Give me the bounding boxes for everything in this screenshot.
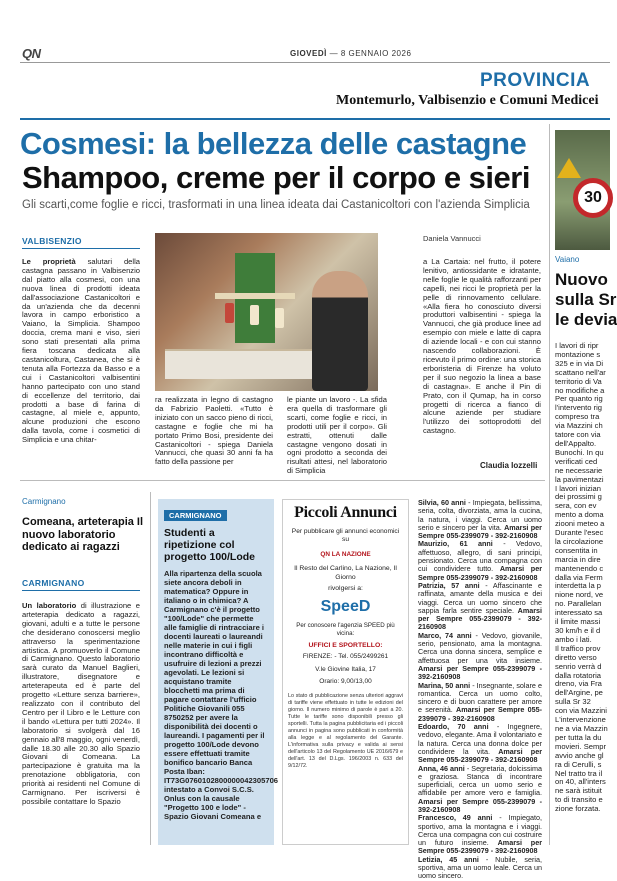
classified-item xyxy=(418,856,542,881)
side-article xyxy=(555,120,617,845)
classified-text: - Ingegnere, vedovo, elegante. Ama il volontariato e la natura. Cerca una donna dolce per condividere la vita. xyxy=(418,722,542,756)
classified-text: - Vedovo, giovanile, serio, pensionato, ama la montagna. Cerca una donna sincera, semplice e affettuosa per una vita insieme. xyxy=(418,630,542,665)
carm1-body: Un laboratorio di illustrazione e arteterapia dedicato a ragazzi, giovani, adulti e a tutte le persone che desiderano conoscersi meglio attraverso la sperimentazione artistica. A promuoverlo il Comune di Carmignano. Questo laboratorio sarà curato da Manuel Baglieri, illustratore, disegnatore e arteterapeuta ed è parte del progetto «Letture senza barriere», realizzato con il contributo del Centro per il Libro e le Letture con il bando «Lettura per tutti 2024». Il laboratorio si svolgerà dal 16 gennaio all'8 maggio, ogni venerdì, dalle 18.30 alle 20.30 allo Spazio Giovani di Comeana. La partecipazione è gratuita ma la prenotazione obbligatoria, con priorità ai residenti nel Comune di Carmignano. Per iscriversi è possibile contattare lo Spazio xyxy=(22,601,140,806)
ad-brand: QN LA NAZIONE xyxy=(320,551,371,558)
side-article-line: Durante l'esec xyxy=(555,528,604,538)
classified-item xyxy=(418,632,542,682)
side-article-line: ra di Cerulli, s xyxy=(555,759,602,769)
kicker-rule xyxy=(22,590,140,591)
classified-phone: Amarsi per Sempre 055-2399079 - 392-2160908 xyxy=(418,838,542,856)
side-article-line: dell'Appalto. xyxy=(555,438,597,448)
ad-address: V.le Giovine Italia, 17 xyxy=(315,665,376,673)
side-article-line: no. Parallelan xyxy=(555,599,602,609)
main-subheadline: Shampoo, creme per il corpo e sieri xyxy=(22,160,530,195)
column-divider xyxy=(549,124,550,845)
side-headline: Nuovo sulla Sr le devia xyxy=(555,270,617,329)
side-article-line: dalla via Ferm xyxy=(555,572,603,582)
main-article-col2: ra realizzata in legno di castagno da Fabrizio Paoletti. «Tutto è iniziato con un sacco pieno di ricci, castagne e foglie che mi ha portato Primo Bosi, presidente dei Castanicoltori - spiega Daniela Vannucci, che quasi 30 anni fa ha fatto della passione per xyxy=(155,395,273,467)
classifieds-list xyxy=(418,498,543,881)
side-article-body xyxy=(555,342,615,814)
side-article-line: montazione s xyxy=(555,349,601,359)
classified-item xyxy=(418,582,542,632)
ad-fine-print: Lo stato di pubblicazione senza ulteriori aggravi di tariffe viene effettuato in tutte le edizioni del giorno. Il numero minimo di parole è pari a 20. Tutte le tariffe sono disponibili presso gli sportelli. Tutta la pagina pubblicitaria ed i piccoli annunci in pagina sono pubblicati in conformità alla legge e al regolamento del Garante. L'informativa sulla privacy e valida ai sensi dell'articolo 13 del Regolamento UE 2016/679 e dell'art. 13 del D.Lgs. 196/2003 n. 633 del 9/12/72. xyxy=(288,692,403,769)
classified-item xyxy=(418,499,542,540)
ad-office: UFFICI E SPORTELLO: xyxy=(308,642,383,649)
side-article-line: Il traffico prov xyxy=(555,643,601,653)
classified-phone: Amarsi per Sempre 055-2399079 - 392-2160908 xyxy=(418,605,542,632)
side-article-line: dreno, via Fra xyxy=(555,679,602,689)
classified-name: Silvia, 60 anni xyxy=(418,498,466,507)
main-kicker: VALBISENZIO xyxy=(22,236,82,246)
classified-phone: Amarsi per Sempre 055-2399079 - 392-2160908 xyxy=(418,705,542,723)
side-article-line: il limite massi xyxy=(555,617,601,627)
carm2-box xyxy=(158,499,279,845)
side-article-line: zione forzata. xyxy=(555,804,601,814)
side-article-line: on 40, all'inters xyxy=(555,777,606,787)
main-article-col4: a La Cartaia: nel frutto, il potere lenitivo, antiossidante e idratante, nelle foglie le qualità rafforzanti per capelli, nei ricci le proprietà per la pelle di rinnovamento cellulare. «Alla fiera ho conosciuto diversi produttori valbisentini - spiega la Vannucci, che già produce linee ad esempio con miele e latte di capra di aziende locali - e con cui stanno nascendo collaborazioni. È ricevuto il primo ordine: una storica erboristeria di Firenze ha voluto per il suo negozio la linea a base di castagna». E anche il Pin di Prato, con il Qumap, ha in corso progetti di ricerca a fianco di alcune aziende per studiare l'utilizzo dei sottoprodotti del castagno. xyxy=(423,257,541,436)
side-article-line: sulla Sr 32 xyxy=(555,697,591,707)
classified-name: Patrizia, 57 anni xyxy=(418,580,480,590)
carm2-headline: Studenti a ripetizione col progetto 100/Lode xyxy=(164,527,256,563)
side-article-line: 325 e in via Di xyxy=(555,358,604,368)
side-article-line: mantenendo c xyxy=(555,563,604,573)
newspaper-logo: QN xyxy=(22,46,41,61)
side-article-line: ne sarà istituit xyxy=(555,786,602,796)
classified-name: Anna, 46 anni xyxy=(418,763,465,773)
main-article-col3: le piante un lavoro -. La sfida era quella di trasformare gli scarti, come foglie e ricci, in prodotti utili per il corpo». Gli estratti, ottenuti dalle castagne vengono dosati in ogni prodotto a seconda dei risultati attesi, nel laboratorio di Simplicia xyxy=(287,395,387,476)
side-article-line: tatore con via xyxy=(555,430,601,440)
classified-name: Edoardo, 70 anni xyxy=(418,722,489,732)
classified-phone: Amarsi per Sempre 055-2399079 - 392-2160908 xyxy=(418,564,542,582)
side-article-line: I lavori di ripr xyxy=(555,341,599,350)
classified-phone: Amarsi per Sempre 055-2399079 - 392-2160908 xyxy=(418,522,542,541)
column-divider xyxy=(150,492,151,845)
side-article-line: ziooni meteo a xyxy=(555,519,605,529)
classified-item xyxy=(418,540,542,581)
side-article-line: ne a via Mazzin xyxy=(555,723,608,733)
side-article-line: I lavori inizian xyxy=(555,483,602,493)
ad-line1: Per pubblicare gli annunci economici su xyxy=(291,528,400,543)
classified-text: - Impiegato, sportivo, ama la montagna e i viaggi. Cerca una compagna con cui costruire un futuro insieme. xyxy=(418,813,543,848)
side-article-line: nione nord, ve xyxy=(555,590,604,600)
side-article-line: avvio anche gl xyxy=(555,750,604,760)
side-article-line: con via Mazzini xyxy=(555,706,607,716)
side-article-line: via Mazzini ch xyxy=(555,421,603,431)
side-article-line: sera, con ev xyxy=(555,501,597,511)
side-article-line: territorio di Va xyxy=(555,376,602,386)
side-article-line: la circolazione xyxy=(555,536,604,546)
divider xyxy=(20,480,545,481)
side-article-line: movieri. Sempr xyxy=(555,741,607,751)
ad-line2: Il Resto del Carlino, La Nazione, Il Giorno xyxy=(294,565,397,581)
speed-logo: SpeeD xyxy=(320,598,371,615)
photo-credit: Daniela Vannucci xyxy=(423,234,481,243)
side-article-line: Per quanto rig xyxy=(555,394,603,404)
side-article-line: L'intervenzione xyxy=(555,715,606,725)
classifieds-ad xyxy=(282,499,409,845)
side-article-line: marcia in dire xyxy=(555,554,601,564)
carm2-body: Alla ripartenza della scuola siete ancora deboli in matematica? Oppure in italiano o in chimica? A Carmignano c'è il progetto "100/Lode" che permette alle famiglie di rintracciare i docenti laureati o laureandi nelle materie in cui i figli incontrano difficoltà e usufruire di lezioni a prezzi agevolati. Le lezioni si acquistano tramite blocchetti ma prima di pagare contattare l'ufficio Politiche Giovanili 055 8750252 per avere la disponibilità dei docenti o laureandi. I pagamenti per il progetto 100/Lode devono essere effettuati tramite bonifico bancario Banca Posta Iban: IT73G0760102800000042305706 intestato a Convoi S.C.S. Onlus con la causale "Progetto 100 e lode" - Spazio Giovani Comeana e xyxy=(164,569,279,821)
side-article-line: ambo i lati. xyxy=(555,634,592,644)
side-photo xyxy=(555,130,610,250)
classified-text: - Affascinante e raffinata, amante della musica e dei viaggi. Cerca un uomo sincero che sappia farla sentire speciale. xyxy=(418,580,543,615)
ad-hours: Orario: 9,00/13,00 xyxy=(319,678,372,685)
classified-text: - Vedovo, affettuoso, allegro, di sani principi, pensionato. Cerca una compagna con cui condividere tutto. xyxy=(418,539,542,574)
side-article-line: mento a doma xyxy=(555,510,604,520)
classified-name: Maurizio, 61 anni xyxy=(418,539,493,549)
main-deck: Gli scarti,come foglie e ricci, trasformati in una linea ideata dai Castanicoltori con l'azienda Simplicia xyxy=(22,199,530,211)
main-headline: Cosmesi: la bellezza delle castagne xyxy=(20,126,527,161)
section-title: PROVINCIA xyxy=(480,70,591,91)
side-article-line: Nel tratto tra il xyxy=(555,768,603,778)
classified-name: Francesco, 49 anni xyxy=(418,813,493,823)
classified-phone: Amarsi per Sempre 055-2399079 - 392-2160908 xyxy=(418,663,542,682)
side-article-line: dei prossimi g xyxy=(555,492,602,502)
side-kicker: Vaiano xyxy=(555,255,580,264)
side-article-line: scattano nell'ar xyxy=(555,367,606,377)
carm1-kicker2: CARMIGNANO xyxy=(22,578,85,588)
classified-item xyxy=(418,682,542,723)
classified-name: Letizia, 45 anni xyxy=(418,854,479,864)
section-subtitle: Montemurlo, Valbisenzio e Comuni Medicei xyxy=(336,93,599,108)
carm1-headline: Comeana, arteterapia Il nuovo laboratorio dedicato ai ragazzi xyxy=(22,516,144,553)
side-article-line: l'intervento rig xyxy=(555,403,603,413)
article-photo xyxy=(155,233,378,391)
classified-phone: Amarsi per Sempre 055-2399079 - 392-2160908 xyxy=(418,796,542,814)
kicker-rule xyxy=(22,248,140,249)
classified-name: Marco, 74 anni xyxy=(418,630,472,640)
side-article-line: no modifiche a xyxy=(555,385,605,395)
classified-text: - Nubile, seria, sportiva, ama un uomo leale. Cerca un uomo sincero. xyxy=(418,854,542,881)
ad-city: FIRENZE: - Tel. 055/2499261 xyxy=(302,653,389,660)
classified-text: - Insegnante, solare e romantica. Cerca un uomo colto, sincero e di buon carattere per amore e serenità. xyxy=(418,680,542,715)
side-article-line: per tutta la du xyxy=(555,732,602,742)
side-article-line: compreso tra xyxy=(555,412,600,422)
classified-text: - Segretaria, dolcissima e graziosa. Stanca di incontrare superficiali, cerca un uomo serio e affidabile per amore vero e famiglia. xyxy=(418,763,543,798)
side-article-line: la pavimentazi xyxy=(555,474,604,484)
classified-phone: Amarsi per Sempre 055-2399079 - 392-2160908 xyxy=(418,746,542,765)
carm1-kicker: Carmignano xyxy=(22,497,66,506)
side-article-line: dell'Argine, pe xyxy=(555,688,603,698)
side-article-line: 30 km/h e il d xyxy=(555,626,601,635)
classified-text: - Impiegata, bellissima, seria, colta, divorziata, ama la cucina, la natura, i viaggi. Cerca un uomo serio e sincero per la vita. xyxy=(418,498,542,532)
dateline: GIOVEDÌ — 8 GENNAIO 2026 xyxy=(290,49,412,58)
side-article-line: Bunochi. In qu xyxy=(555,447,604,457)
section-rule xyxy=(20,118,610,120)
side-article-line: consentita in xyxy=(555,545,598,555)
side-article-line: dalla rotatoria xyxy=(555,670,602,680)
ad-line4: Per conoscere l'agenzia SPEED più vicina: xyxy=(296,622,395,637)
speed-sign-icon: 30 xyxy=(573,178,613,218)
article-author: Claudia Iozzelli xyxy=(480,461,538,470)
side-article-line: interdetta la p xyxy=(555,581,602,591)
classified-item xyxy=(418,723,542,764)
carm2-kicker: CARMIGNANO xyxy=(164,510,227,521)
classified-item xyxy=(418,814,542,855)
top-rule xyxy=(20,62,610,63)
side-article-line: senrio verrà d xyxy=(555,661,602,671)
classified-name: Marina, 50 anni xyxy=(418,680,471,690)
side-article-line: ne necessarie xyxy=(555,465,603,475)
classified-item xyxy=(418,765,542,815)
side-article-line: verificati ced xyxy=(555,456,598,466)
side-article-line: to di transito e xyxy=(555,795,603,805)
main-article-col1: Le proprietà salutari della castagna passano in Valbisenzio dal piatto alla cosmesi, con una nuova linea di prodotti ideata dall'associazione Castanicoltori e da un'azienda che da decenni lavora in campo erboristico a Vaiano, la Simplicia. Shampoo doccia, crema mani e viso, sieri sono stati presentati alla prima fiera toscana dedicata alla castanicoltura, Castanea, che si è tenuta alla Fortezza da Basso e a cui i Castanicoltori valbisentini hanno partecipato con uno stand di eccellenze del territorio, dai prodotti a base di farina di castagne, al miele e, appunto, alcune produzioni che escono dalla tavola, come i cosmetici di Simplicia e una chitar- xyxy=(22,257,140,445)
side-article-line: interessato sa xyxy=(555,608,603,618)
side-article-line: diretto verso xyxy=(555,652,597,662)
ad-title: Piccoli Annunci xyxy=(294,504,397,521)
ad-line3: rivolgersi a: xyxy=(328,585,363,592)
